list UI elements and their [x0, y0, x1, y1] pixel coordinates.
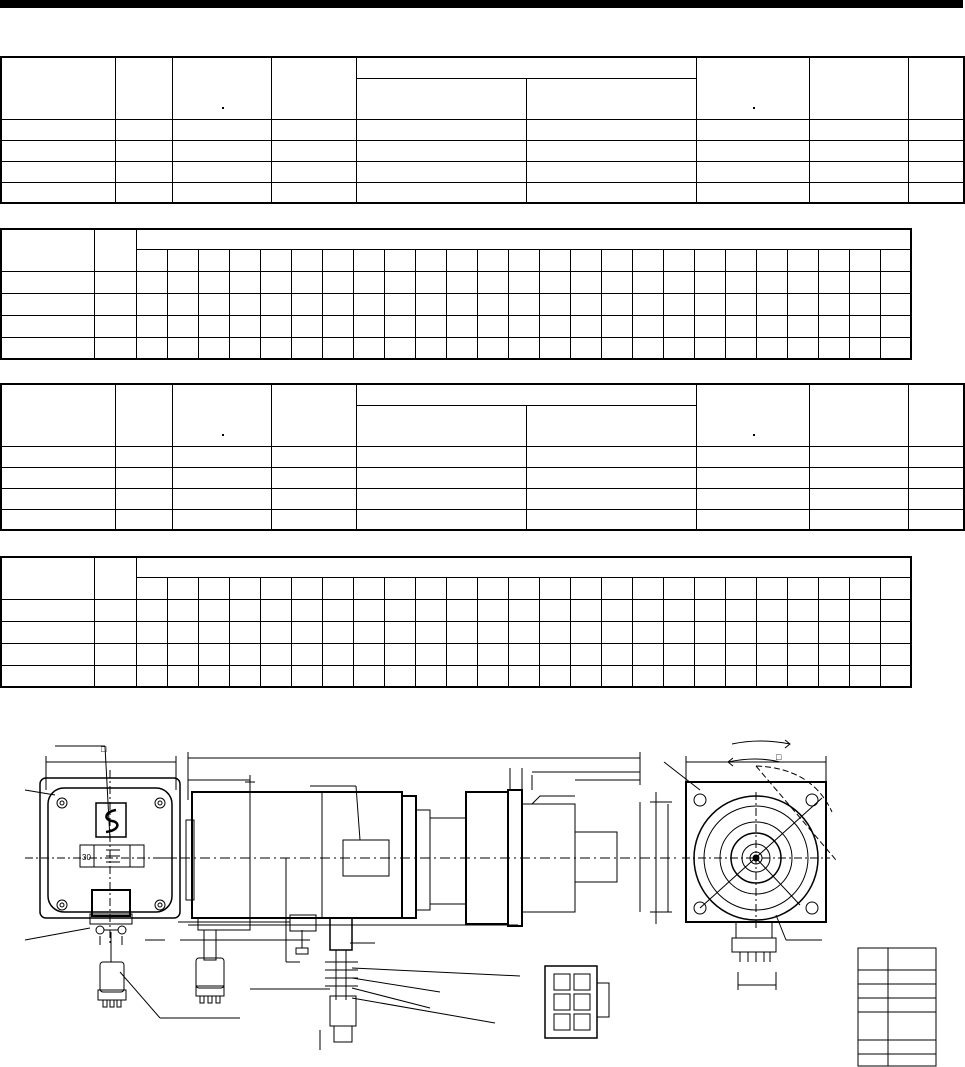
header-cell	[1, 557, 94, 599]
header-cell	[809, 57, 908, 119]
svg-text:□: □	[776, 752, 782, 762]
dims-table-b	[0, 556, 912, 688]
header-cell	[271, 384, 356, 446]
header-cell	[908, 384, 964, 446]
table-cell	[1, 446, 115, 467]
table-cell	[1, 182, 115, 203]
table-cell	[1, 643, 94, 665]
header-cell	[526, 78, 696, 119]
table-cell	[1, 665, 94, 687]
header-cell	[1, 229, 94, 271]
table-cell	[1, 140, 115, 161]
dims-table-a	[0, 228, 912, 360]
header-cell	[356, 78, 526, 119]
header-cell	[94, 229, 136, 271]
label-box-mark: □	[101, 744, 107, 754]
header-cell	[908, 57, 964, 119]
header-cell	[115, 384, 172, 446]
header-cell	[809, 384, 908, 446]
spec-table-a	[0, 56, 965, 204]
table-cell	[1, 161, 115, 182]
header-cell	[271, 57, 356, 119]
header-cell	[172, 384, 271, 446]
table-cell	[1, 119, 115, 140]
side-view	[160, 752, 680, 1050]
svg-text:30: 30	[82, 853, 91, 862]
header-cell	[1, 384, 115, 446]
header-cell	[94, 557, 136, 599]
header-cell	[356, 57, 696, 78]
table-cell	[1, 488, 115, 509]
header-cell	[136, 229, 911, 249]
header-cell	[526, 405, 696, 446]
end-view-left	[25, 744, 240, 1018]
header-cell	[356, 405, 526, 446]
table-cell	[1, 271, 94, 293]
header-cell	[696, 57, 809, 119]
header-cell	[136, 557, 911, 577]
header-cell	[696, 384, 809, 446]
header-rule	[0, 0, 963, 8]
header-cell	[356, 384, 696, 405]
table-cell	[1, 621, 94, 643]
header-cell	[172, 57, 271, 119]
header-cell	[115, 57, 172, 119]
header-cell	[1, 57, 115, 119]
table-cell	[1, 467, 115, 488]
connector-face	[545, 966, 609, 1038]
flange-front-view	[664, 740, 836, 990]
pin-table	[858, 948, 936, 1066]
table-cell	[1, 509, 115, 530]
table-cell	[1, 293, 94, 315]
motor-dimension-drawing	[0, 700, 965, 1067]
spec-table-b	[0, 383, 965, 531]
table-cell	[1, 337, 94, 359]
table-cell	[1, 315, 94, 337]
table-cell	[1, 599, 94, 621]
